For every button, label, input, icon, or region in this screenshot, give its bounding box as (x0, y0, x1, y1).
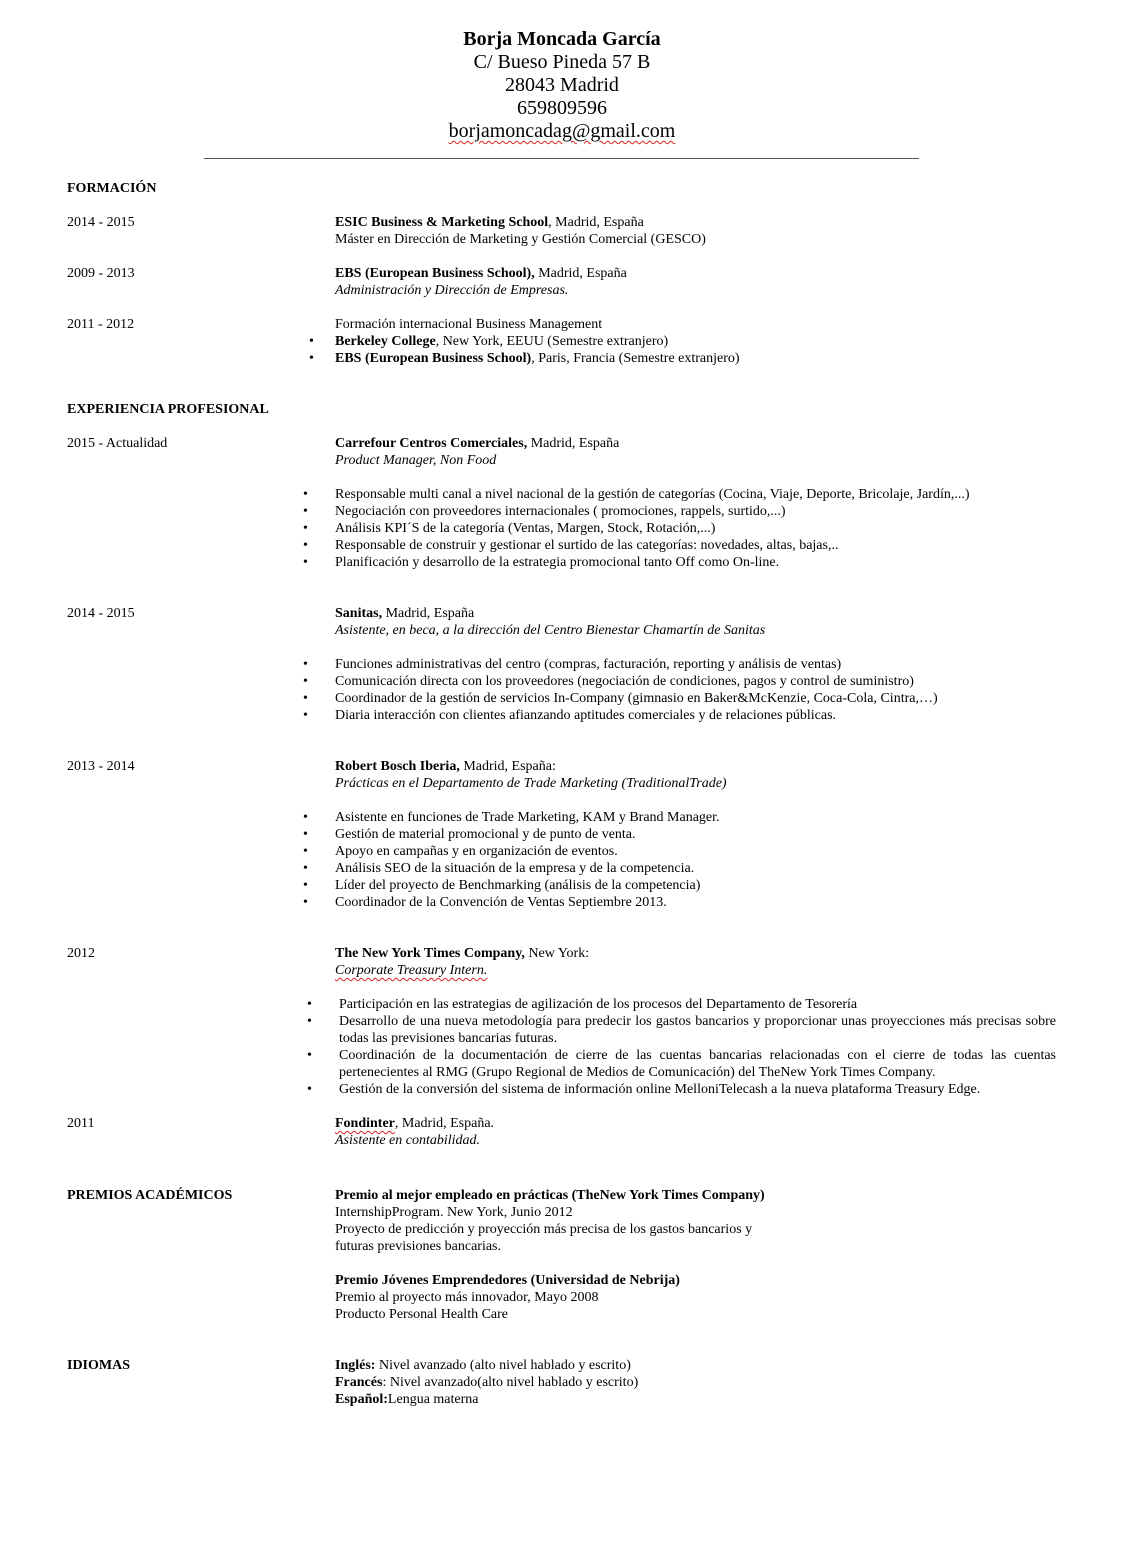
list-item (303, 843, 1055, 860)
experience-location: Madrid, España (527, 436, 620, 451)
bullet-text: Participación en las estrategias de agilización de los procesos del Departamento de Tesorería (339, 997, 858, 1012)
experience-company: The New York Times Company, (335, 946, 525, 961)
education-bullets (309, 333, 1055, 367)
bullet-icon: • (303, 878, 308, 893)
experience-role: Product Manager, Non Food (335, 453, 497, 468)
language-level: : Nivel avanzado(alto nivel hablado y escrito) (382, 1375, 639, 1390)
bullet-icon: • (307, 1014, 312, 1029)
list-item (303, 826, 1055, 843)
award-title: Premio Jóvenes Emprendedores (Universidad de Nebrija) (335, 1273, 680, 1288)
bullet-text: Gestión de la conversión del sistema de información online MelloniTelecash a la nueva plataforma Treasury Edge. (339, 1082, 981, 1097)
bullet-icon: • (307, 1082, 312, 1097)
experience-location: , Madrid, España. (394, 1116, 495, 1131)
bullet-icon: • (309, 334, 314, 349)
education-org: ESIC Business & Marketing School (335, 215, 549, 230)
experience-bullets (307, 996, 1056, 1098)
education-org: EBS (European Business School), (335, 266, 535, 281)
language-item (335, 1374, 1055, 1391)
bullet-icon: • (303, 538, 308, 553)
education-program: Formación internacional Business Management (335, 317, 603, 332)
bullet-icon: • (303, 504, 308, 519)
bullet-icon: • (303, 827, 308, 842)
phone-line: 659809596 (517, 97, 607, 119)
languages-list (335, 1357, 1055, 1408)
section-heading-experience: EXPERIENCIA PROFESIONAL (67, 402, 269, 417)
bullet-icon: • (303, 861, 308, 876)
section-heading-education: FORMACIÓN (67, 181, 157, 196)
bullet-text: Coordinador de la gestión de servicios In-Company (gimnasio en Baker&McKenzie, Coca-Cola, Cintra,…) (335, 691, 938, 706)
bullet-text: Desarrollo de una nueva metodología para predecir los gastos bancarios y proporcionar unas proyecciones más precisas sobre todas las previsiones bancarias futuras. (339, 1014, 1056, 1046)
bullet-icon: • (303, 810, 308, 825)
award-line: InternshipProgram. New York, Junio 2012 (335, 1205, 573, 1220)
language-level: Nivel avanzado (alto nivel hablado y escrito) (375, 1358, 631, 1373)
education-dates: 2014 - 2015 (67, 215, 135, 230)
list-item (303, 673, 1055, 690)
experience-bullets (303, 486, 1055, 571)
list-item (303, 894, 1055, 911)
language-level: Lengua materna (387, 1392, 479, 1407)
city-line: 28043 Madrid (505, 74, 619, 96)
experience-role: Asistente en contabilidad. (335, 1133, 481, 1148)
experience-entry (335, 435, 1055, 469)
bullet-text: Líder del proyecto de Benchmarking (análisis de la competencia) (335, 878, 701, 893)
list-item (303, 554, 1055, 571)
bullet-text: Funciones administrativas del centro (compras, facturación, reporting y análisis de ventas) (335, 657, 842, 672)
bullet-icon: • (303, 521, 308, 536)
education-dates: 2009 - 2013 (67, 266, 135, 281)
list-item (303, 707, 1055, 724)
education-entry (335, 214, 1055, 248)
bullet-icon: • (303, 844, 308, 859)
bullet-text: Asistente en funciones de Trade Marketing, KAM y Brand Manager. (335, 810, 720, 825)
bullet-text: , Paris, Francia (Semestre extranjero) (531, 351, 740, 366)
list-item (303, 860, 1055, 877)
address-line: C/ Bueso Pineda 57 B (473, 51, 651, 73)
award-entry (335, 1187, 1055, 1255)
experience-dates: 2013 - 2014 (67, 759, 135, 774)
experience-entry (335, 758, 1055, 792)
education-degree: Administración y Dirección de Empresas. (335, 283, 569, 298)
bullet-text: Apoyo en campañas y en organización de eventos. (335, 844, 618, 859)
award-line: futuras previsiones bancarias. (335, 1239, 501, 1254)
bullet-icon: • (303, 691, 308, 706)
bullet-text: Diaria interacción con clientes afianzando aptitudes comerciales y de relaciones públicas. (335, 708, 837, 723)
experience-role: Asistente, en beca, a la dirección del Centro Bienestar Chamartín de Sanitas (335, 623, 766, 638)
email-line[interactable]: borjamoncadag@gmail.com (448, 120, 676, 142)
experience-company: Robert Bosch Iberia, (335, 759, 460, 774)
bullet-icon: • (307, 1048, 312, 1063)
bullet-text: Coordinación de la documentación de cierre de las cuentas bancarias relacionadas con el cierre de todas las cuentas pertenecientes al RMG (Grupo Regional de Medios de Comunicación) del TheNew York Times Company. (339, 1048, 1056, 1080)
education-entry (335, 316, 1055, 333)
list-item (303, 520, 1055, 537)
award-line: Producto Personal Health Care (335, 1307, 509, 1322)
experience-dates: 2014 - 2015 (67, 606, 135, 621)
experience-location: New York: (524, 946, 590, 961)
candidate-name: Borja Moncada García (463, 28, 661, 50)
list-item (307, 1047, 1056, 1081)
list-item (307, 1013, 1056, 1047)
experience-company: Fondinter (335, 1116, 395, 1131)
bullet-text: Responsable de construir y gestionar el surtido de las categorías: novedades, altas, bajas,.. (335, 538, 839, 553)
bullet-icon: • (303, 674, 308, 689)
experience-bullets (303, 809, 1055, 911)
education-location: , Madrid, España (548, 215, 644, 230)
list-item (303, 690, 1055, 707)
bullet-text: , New York, EEUU (Semestre extranjero) (435, 334, 669, 349)
section-heading-awards: PREMIOS ACADÉMICOS (67, 1188, 233, 1203)
bullet-icon: • (303, 657, 308, 672)
bullet-icon: • (307, 997, 312, 1012)
language-item (335, 1391, 1055, 1408)
resume-header (0, 28, 1124, 143)
award-title: Premio al mejor empleado en prácticas (TheNew York Times Company) (335, 1188, 765, 1203)
experience-location: Madrid, España (382, 606, 475, 621)
experience-company: Sanitas, (335, 606, 383, 621)
bullet-text: Planificación y desarrollo de la estrategia promocional tanto Off como On-line. (335, 555, 780, 570)
education-degree: Máster en Dirección de Marketing y Gestión Comercial (GESCO) (335, 232, 706, 247)
list-item (303, 486, 1055, 503)
list-item (303, 503, 1055, 520)
language-name: Español: (335, 1392, 388, 1407)
award-line: Proyecto de predicción y proyección más precisa de los gastos bancarios y (335, 1222, 753, 1237)
bullet-icon: • (303, 895, 308, 910)
list-item (309, 333, 1055, 350)
list-item (303, 537, 1055, 554)
language-name: Inglés: (335, 1358, 376, 1373)
language-item (335, 1357, 1055, 1374)
bullet-org: Berkeley College (335, 334, 436, 349)
bullet-icon: • (303, 487, 308, 502)
bullet-text: Negociación con proveedores internacionales ( promociones, rappels, surtido,...) (335, 504, 786, 519)
bullet-icon: • (303, 555, 308, 570)
experience-dates: 2012 (67, 946, 95, 961)
list-item (303, 656, 1055, 673)
experience-location: Madrid, España: (459, 759, 556, 774)
list-item (307, 996, 1056, 1013)
experience-entry (335, 1115, 1055, 1149)
bullet-text: Comunicación directa con los proveedores (negociación de condiciones, pagos y control de suministro) (335, 674, 914, 689)
experience-entry (335, 945, 1055, 979)
education-entry (335, 265, 1055, 299)
section-heading-languages: IDIOMAS (67, 1358, 131, 1373)
experience-role: Prácticas en el Departamento de Trade Marketing (TraditionalTrade) (335, 776, 727, 791)
bullet-text: Responsable multi canal a nivel nacional de la gestión de categorías (Cocina, Viaje, Deporte, Bricolaje, Jardín,...) (335, 487, 970, 502)
bullet-icon: • (303, 708, 308, 723)
experience-entry (335, 605, 1055, 639)
bullet-icon: • (309, 351, 314, 366)
bullet-text: Coordinador de la Convención de Ventas Septiembre 2013. (335, 895, 667, 910)
list-item (303, 877, 1055, 894)
language-name: Francés (335, 1375, 383, 1390)
list-item (307, 1081, 1056, 1098)
bullet-text: Gestión de material promocional y de punto de venta. (335, 827, 636, 842)
header-divider (204, 158, 919, 159)
experience-role: Corporate Treasury Intern. (335, 963, 488, 978)
experience-dates: 2011 (67, 1116, 95, 1131)
bullet-text: Análisis KPI´S de la categoría (Ventas, Margen, Stock, Rotación,...) (335, 521, 716, 536)
education-location: Madrid, España (534, 266, 627, 281)
experience-bullets (303, 656, 1055, 724)
education-dates: 2011 - 2012 (67, 317, 135, 332)
experience-dates: 2015 - Actualidad (67, 436, 168, 451)
list-item (303, 809, 1055, 826)
bullet-text: Análisis SEO de la situación de la empresa y de la competencia. (335, 861, 695, 876)
list-item (309, 350, 1055, 367)
experience-company: Carrefour Centros Comerciales, (335, 436, 528, 451)
award-line: Premio al proyecto más innovador, Mayo 2008 (335, 1290, 599, 1305)
bullet-org: EBS (European Business School) (335, 351, 532, 366)
award-entry (335, 1272, 1055, 1323)
